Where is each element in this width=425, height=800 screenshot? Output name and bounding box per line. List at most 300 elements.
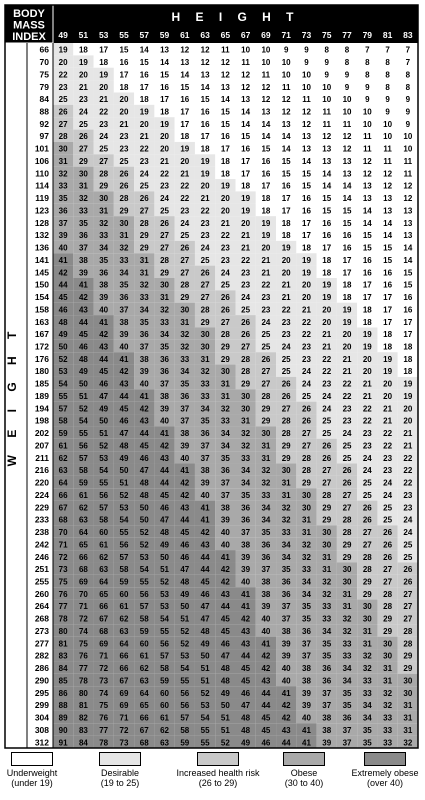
bmi-cell-value: 50 bbox=[78, 379, 88, 389]
bmi-cell-value: 63 bbox=[58, 466, 68, 476]
weight-tick-label: 106 bbox=[34, 155, 49, 166]
bmi-cell-value: 30 bbox=[241, 404, 251, 414]
bmi-cell-value: 10 bbox=[261, 58, 271, 68]
bmi-cell-value: 63 bbox=[78, 515, 88, 525]
bmi-cell-value: 21 bbox=[322, 330, 332, 340]
bmi-cell-value: 33 bbox=[302, 565, 311, 575]
bmi-cell-value: 40 bbox=[302, 713, 311, 723]
bmi-cell-value: 30 bbox=[342, 577, 352, 587]
bmi-cell-value: 49 bbox=[200, 639, 210, 649]
bmi-cell-value: 13 bbox=[160, 45, 169, 55]
bmi-cell-value: 23 bbox=[139, 156, 149, 166]
bmi-cell-value: 9 bbox=[344, 70, 350, 80]
bmi-cell-value: 11 bbox=[322, 119, 331, 129]
bmi-cell-value: 50 bbox=[139, 503, 149, 513]
bmi-cell-value: 12 bbox=[342, 132, 352, 142]
bmi-cell-value: 32 bbox=[261, 478, 271, 488]
bmi-cell-value: 28 bbox=[58, 132, 68, 142]
bmi-cell-value: 29 bbox=[342, 540, 352, 550]
bmi-cell-value: 55 bbox=[200, 738, 210, 748]
bmi-cell-value: 37 bbox=[200, 441, 210, 451]
bmi-cell-value: 35 bbox=[78, 218, 88, 228]
bmi-cell-value: 20 bbox=[383, 379, 393, 389]
bmi-cell-value: 9 bbox=[405, 107, 411, 117]
bmi-cell-value: 91 bbox=[58, 738, 68, 748]
bmi-cell-value: 30 bbox=[302, 490, 311, 500]
bmi-cell-value: 28 bbox=[200, 305, 210, 315]
bmi-cell-value: 38 bbox=[160, 391, 169, 401]
bmi-cell-value: 26 bbox=[119, 169, 129, 179]
bmi-cell-value: 33 bbox=[383, 713, 393, 723]
bmi-cell-value: 85 bbox=[58, 676, 68, 686]
bmi-cell-value: 22 bbox=[281, 305, 291, 315]
bmi-cell-value: 26 bbox=[342, 478, 352, 488]
bmi-cell-value: 19 bbox=[322, 293, 332, 303]
bmi-cell-value: 24 bbox=[362, 466, 372, 476]
bmi-cell-value: 16 bbox=[383, 268, 393, 278]
bmi-cell-value: 16 bbox=[403, 305, 413, 315]
legend-range: (over 40) bbox=[366, 778, 403, 788]
bmi-cell-value: 25 bbox=[281, 367, 291, 377]
bmi-cell-value: 17 bbox=[403, 317, 413, 327]
bmi-cell-value: 17 bbox=[180, 107, 190, 117]
bmi-cell-value: 76 bbox=[58, 589, 68, 599]
bmi-cell-value: 25 bbox=[383, 503, 393, 513]
bmi-cell-value: 50 bbox=[119, 466, 129, 476]
weight-tick-label: 88 bbox=[39, 106, 49, 117]
weight-tick-label: 220 bbox=[34, 477, 49, 488]
bmi-cell-value: 25 bbox=[403, 540, 413, 550]
bmi-cell-value: 40 bbox=[281, 664, 291, 674]
bmi-cell-value: 25 bbox=[302, 391, 311, 401]
bmi-cell-value: 36 bbox=[281, 589, 291, 599]
bmi-cell-value: 25 bbox=[99, 144, 109, 154]
bmi-cell-value: 62 bbox=[139, 664, 149, 674]
bmi-cell-value: 32 bbox=[99, 218, 109, 228]
bmi-cell-value: 31 bbox=[160, 293, 169, 303]
bmi-cell-value: 44 bbox=[200, 565, 210, 575]
bmi-cell-value: 10 bbox=[362, 119, 372, 129]
bmi-cell-value: 71 bbox=[119, 713, 129, 723]
bmi-cell-value: 13 bbox=[261, 107, 271, 117]
bmi-cell-value: 24 bbox=[281, 342, 291, 352]
bmi-cell-value: 14 bbox=[322, 181, 332, 191]
bmi-cell-value: 55 bbox=[119, 528, 129, 538]
bmi-cell-value: 11 bbox=[302, 95, 311, 105]
bmi-cell-value: 49 bbox=[58, 330, 68, 340]
bmi-cell-value: 28 bbox=[302, 453, 311, 463]
bmi-cell-value: 26 bbox=[200, 268, 210, 278]
bmi-cell-value: 28 bbox=[180, 280, 190, 290]
bmi-cell-value: 16 bbox=[383, 280, 393, 290]
bmi-cell-value: 57 bbox=[160, 651, 169, 661]
bmi-cell-value: 58 bbox=[78, 466, 88, 476]
bmi-cell-value: 43 bbox=[180, 503, 190, 513]
bmi-cell-value: 61 bbox=[78, 490, 88, 500]
bmi-cell-value: 66 bbox=[58, 490, 68, 500]
bmi-cell-value: 17 bbox=[119, 70, 129, 80]
bmi-cell-value: 59 bbox=[58, 429, 68, 439]
bmi-cell-value: 20 bbox=[119, 95, 129, 105]
bmi-cell-value: 26 bbox=[58, 107, 68, 117]
bmi-cell-value: 20 bbox=[362, 354, 372, 364]
bmi-cell-value: 24 bbox=[403, 515, 413, 525]
bmi-cell-value: 78 bbox=[58, 614, 68, 624]
bmi-cell-value: 32 bbox=[342, 626, 352, 636]
bmi-cell-value: 34 bbox=[261, 503, 271, 513]
bmi-cell-value: 27 bbox=[383, 577, 393, 587]
bmi-cell-value: 39 bbox=[241, 552, 251, 562]
bmi-cell-value: 20 bbox=[362, 367, 372, 377]
bmi-cell-value: 27 bbox=[261, 379, 271, 389]
bmi-cell-value: 12 bbox=[241, 82, 251, 92]
bmi-cell-value: 10 bbox=[302, 70, 311, 80]
bmi-cell-value: 11 bbox=[261, 70, 271, 80]
bmi-cell-value: 61 bbox=[160, 713, 169, 723]
bmi-cell-value: 77 bbox=[99, 725, 109, 735]
bmi-cell-value: 35 bbox=[58, 194, 68, 204]
bmi-cell-value: 72 bbox=[119, 725, 129, 735]
bmi-cell-value: 30 bbox=[281, 466, 291, 476]
bmi-cell-value: 10 bbox=[383, 132, 393, 142]
bmi-cell-value: 34 bbox=[220, 429, 230, 439]
bmi-cell-value: 39 bbox=[241, 565, 251, 575]
bmi-cell-value: 36 bbox=[220, 466, 230, 476]
bmi-cell-value: 29 bbox=[220, 342, 230, 352]
bmi-cell-value: 30 bbox=[403, 688, 413, 698]
bmi-cell-value: 8 bbox=[385, 82, 390, 92]
bmi-cell-value: 8 bbox=[365, 70, 370, 80]
bmi-cell-value: 19 bbox=[302, 255, 311, 265]
bmi-cell-value: 48 bbox=[58, 317, 68, 327]
bmi-cell-value: 39 bbox=[99, 293, 109, 303]
bmi-cell-value: 14 bbox=[362, 206, 372, 216]
bmi-cell-value: 15 bbox=[362, 231, 372, 241]
bmi-cell-value: 17 bbox=[99, 45, 109, 55]
bmi-cell-value: 49 bbox=[78, 367, 88, 377]
bmi-cell-value: 17 bbox=[362, 280, 372, 290]
bmi-cell-value: 24 bbox=[160, 194, 169, 204]
bmi-cell-value: 17 bbox=[342, 255, 352, 265]
bmi-cell-value: 20 bbox=[220, 206, 230, 216]
bmi-cell-value: 32 bbox=[220, 404, 230, 414]
bmi-cell-value: 15 bbox=[200, 95, 210, 105]
bmi-cell-value: 19 bbox=[362, 342, 372, 352]
bmi-cell-value: 28 bbox=[383, 602, 393, 612]
bmi-cell-value: 23 bbox=[281, 330, 291, 340]
bmi-cell-value: 12 bbox=[261, 82, 271, 92]
bmi-cell-value: 21 bbox=[342, 367, 352, 377]
bmi-cell-value: 38 bbox=[322, 713, 332, 723]
bmi-cell-value: 46 bbox=[200, 589, 210, 599]
bmi-cell-value: 14 bbox=[322, 169, 332, 179]
bmi-cell-value: 23 bbox=[302, 342, 311, 352]
bmi-cell-value: 13 bbox=[383, 194, 393, 204]
bmi-cell-value: 34 bbox=[241, 478, 251, 488]
bmi-cell-value: 38 bbox=[302, 676, 311, 686]
bmi-cell-value: 38 bbox=[241, 540, 251, 550]
bmi-cell-value: 13 bbox=[403, 206, 413, 216]
bmi-cell-value: 31 bbox=[342, 589, 352, 599]
bmi-cell-value: 42 bbox=[220, 577, 230, 587]
bmi-cell-value: 47 bbox=[241, 701, 251, 711]
bmi-cell-value: 12 bbox=[362, 169, 372, 179]
bmi-cell-value: 37 bbox=[302, 651, 311, 661]
bmi-cell-value: 47 bbox=[99, 391, 109, 401]
bmi-cell-value: 52 bbox=[139, 540, 149, 550]
bmi-cell-value: 84 bbox=[78, 738, 88, 748]
bmi-cell-value: 7 bbox=[365, 45, 370, 55]
bmi-cell-value: 26 bbox=[261, 354, 271, 364]
bmi-cell-value: 67 bbox=[119, 676, 129, 686]
bmi-cell-value: 18 bbox=[281, 218, 291, 228]
bmi-cell-value: 37 bbox=[139, 342, 149, 352]
bmi-cell-value: 31 bbox=[261, 453, 271, 463]
bmi-cell-value: 33 bbox=[383, 725, 393, 735]
bmi-cell-value: 28 bbox=[261, 391, 271, 401]
bmi-cell-value: 19 bbox=[160, 119, 169, 129]
bmi-cell-value: 20 bbox=[119, 107, 129, 117]
bmi-cell-value: 74 bbox=[78, 626, 88, 636]
bmi-cell-value: 60 bbox=[139, 639, 149, 649]
bmi-cell-value: 28 bbox=[403, 639, 413, 649]
bmi-cell-value: 16 bbox=[403, 293, 413, 303]
bmi-cell-value: 42 bbox=[180, 490, 190, 500]
bmi-cell-value: 31 bbox=[261, 441, 271, 451]
bmi-cell-value: 17 bbox=[261, 181, 271, 191]
bmi-cell-value: 55 bbox=[99, 478, 109, 488]
bmi-cell-value: 42 bbox=[281, 713, 291, 723]
bmi-cell-value: 19 bbox=[342, 305, 352, 315]
bmi-cell-value: 27 bbox=[362, 528, 372, 538]
bmi-cell-value: 59 bbox=[160, 676, 169, 686]
bmi-cell-value: 19 bbox=[383, 354, 393, 364]
bmi-cell-value: 54 bbox=[58, 379, 68, 389]
bmi-cell-value: 46 bbox=[180, 552, 190, 562]
bmi-cell-value: 21 bbox=[200, 194, 210, 204]
bmi-cell-value: 31 bbox=[322, 565, 332, 575]
bmi-cell-value: 19 bbox=[200, 169, 210, 179]
bmi-cell-value: 35 bbox=[160, 342, 169, 352]
bmi-cell-value: 33 bbox=[281, 528, 291, 538]
bmi-cell-value: 64 bbox=[78, 528, 88, 538]
bmi-cell-value: 50 bbox=[220, 701, 230, 711]
bmi-cell-value: 27 bbox=[403, 602, 413, 612]
bmi-cell-value: 33 bbox=[160, 317, 169, 327]
bmi-cell-value: 28 bbox=[362, 565, 372, 575]
bmi-cell-value: 63 bbox=[119, 626, 129, 636]
bmi-cell-value: 11 bbox=[221, 45, 230, 55]
bmi-cell-value: 47 bbox=[139, 466, 149, 476]
bmi-cell-value: 17 bbox=[160, 95, 169, 105]
bmi-cell-value: 17 bbox=[281, 194, 291, 204]
bmi-cell-value: 80 bbox=[78, 688, 88, 698]
bmi-cell-value: 69 bbox=[78, 577, 88, 587]
bmi-cell-value: 52 bbox=[78, 404, 88, 414]
bmi-cell-value: 26 bbox=[362, 515, 372, 525]
bmi-cell-value: 38 bbox=[281, 626, 291, 636]
bmi-cell-value: 17 bbox=[241, 156, 251, 166]
bmi-cell-value: 36 bbox=[322, 664, 332, 674]
bmi-cell-value: 35 bbox=[342, 688, 352, 698]
bmi-cell-value: 34 bbox=[342, 664, 352, 674]
bmi-cell-value: 17 bbox=[180, 119, 190, 129]
bmi-cell-value: 10 bbox=[322, 95, 332, 105]
legend-range: (19 to 25) bbox=[100, 778, 140, 788]
bmi-cell-value: 64 bbox=[139, 688, 149, 698]
bmi-cell-value: 44 bbox=[139, 429, 149, 439]
bmi-cell-value: 45 bbox=[261, 713, 271, 723]
bmi-cell-value: 48 bbox=[139, 478, 149, 488]
bmi-cell-value: 30 bbox=[99, 194, 109, 204]
bmi-cell-value: 29 bbox=[220, 354, 230, 364]
bmi-cell-value: 18 bbox=[362, 305, 372, 315]
bmi-cell-value: 36 bbox=[160, 354, 169, 364]
bmi-cell-value: 34 bbox=[200, 404, 210, 414]
weight-axis-title: W E I G H T bbox=[5, 324, 19, 467]
bmi-cell-value: 71 bbox=[78, 602, 88, 612]
bmi-cell-value: 44 bbox=[180, 515, 190, 525]
height-tick-label: 55 bbox=[119, 30, 129, 40]
bmi-cell-value: 18 bbox=[322, 255, 332, 265]
bmi-cell-value: 45 bbox=[99, 367, 109, 377]
bmi-cell-value: 18 bbox=[119, 82, 129, 92]
height-tick-label: 81 bbox=[382, 30, 393, 40]
bmi-cell-value: 53 bbox=[180, 651, 190, 661]
bmi-cell-value: 71 bbox=[99, 651, 109, 661]
bmi-cell-value: 49 bbox=[119, 453, 129, 463]
bmi-cell-value: 42 bbox=[78, 293, 88, 303]
legend-swatch-increased-risk bbox=[197, 752, 239, 766]
bmi-cell-value: 66 bbox=[119, 664, 129, 674]
bmi-cell-value: 14 bbox=[261, 132, 271, 142]
bmi-cell-value: 23 bbox=[261, 305, 271, 315]
bmi-cell-value: 66 bbox=[119, 651, 129, 661]
bmi-cell-value: 8 bbox=[405, 70, 411, 80]
bmi-cell-value: 10 bbox=[342, 107, 352, 117]
bmi-cell-value: 17 bbox=[342, 268, 352, 278]
bmi-cell-value: 14 bbox=[180, 70, 190, 80]
bmi-cell-value: 63 bbox=[139, 676, 149, 686]
bmi-cell-value: 10 bbox=[302, 82, 311, 92]
bmi-cell-value: 54 bbox=[139, 565, 149, 575]
bmi-cell-value: 33 bbox=[200, 391, 210, 401]
bmi-cell-value: 50 bbox=[99, 416, 109, 426]
bmi-cell-value: 26 bbox=[78, 132, 88, 142]
bmi-cell-value: 65 bbox=[99, 589, 109, 599]
bmi-cell-value: 21 bbox=[281, 293, 291, 303]
bmi-cell-value: 41 bbox=[281, 688, 291, 698]
bmi-cell-value: 19 bbox=[403, 391, 413, 401]
bmi-cell-value: 34 bbox=[322, 626, 332, 636]
bmi-cell-value: 24 bbox=[403, 528, 413, 538]
bmi-cell-value: 33 bbox=[342, 639, 352, 649]
height-tick-label: 59 bbox=[159, 30, 170, 40]
bmi-cell-value: 40 bbox=[58, 243, 68, 253]
bmi-cell-value: 23 bbox=[383, 453, 393, 463]
bmi-cell-value: 10 bbox=[383, 119, 393, 129]
bmi-cell-value: 14 bbox=[281, 132, 291, 142]
bmi-cell-value: 24 bbox=[302, 379, 311, 389]
bmi-cell-value: 11 bbox=[281, 82, 291, 92]
bmi-cell-value: 26 bbox=[220, 293, 230, 303]
bmi-cell-value: 13 bbox=[180, 58, 190, 68]
bmi-cell-value: 56 bbox=[160, 639, 169, 649]
bmi-cell-value: 26 bbox=[383, 552, 393, 562]
bmi-cell-value: 46 bbox=[160, 503, 169, 513]
bmi-cell-value: 12 bbox=[403, 194, 413, 204]
height-tick-label: 57 bbox=[139, 30, 149, 40]
bmi-cell-value: 45 bbox=[160, 490, 169, 500]
bmi-cell-value: 23 bbox=[403, 490, 413, 500]
bmi-cell-value: 29 bbox=[78, 156, 88, 166]
bmi-cell-value: 23 bbox=[200, 231, 210, 241]
weight-tick-label: 180 bbox=[34, 366, 49, 377]
bmi-cell-value: 59 bbox=[180, 738, 190, 748]
bmi-cell-value: 8 bbox=[385, 70, 390, 80]
bmi-cell-value: 32 bbox=[322, 589, 332, 599]
bmi-cell-value: 23 bbox=[99, 119, 109, 129]
bmi-cell-value: 9 bbox=[385, 107, 390, 117]
bmi-cell-value: 56 bbox=[99, 490, 109, 500]
bmi-cell-value: 33 bbox=[58, 181, 68, 191]
bmi-cell-value: 27 bbox=[383, 565, 393, 575]
bmi-cell-value: 20 bbox=[281, 255, 291, 265]
bmi-cell-value: 20 bbox=[58, 58, 68, 68]
bmi-cell-value: 40 bbox=[119, 342, 129, 352]
bmi-cell-value: 18 bbox=[383, 330, 393, 340]
bmi-cell-value: 10 bbox=[241, 45, 251, 55]
bmi-cell-value: 20 bbox=[403, 404, 413, 414]
bmi-cell-value: 21 bbox=[403, 429, 413, 439]
bmi-cell-value: 75 bbox=[78, 639, 88, 649]
bmi-cell-value: 23 bbox=[241, 280, 251, 290]
bmi-cell-value: 37 bbox=[281, 602, 291, 612]
bmi-cell-value: 41 bbox=[99, 317, 109, 327]
bmi-cell-value: 52 bbox=[200, 688, 210, 698]
bmi-cell-value: 39 bbox=[220, 515, 230, 525]
bmi-cell-value: 19 bbox=[220, 181, 230, 191]
bmi-cell-value: 9 bbox=[385, 95, 390, 105]
bmi-cell-value: 55 bbox=[58, 391, 68, 401]
bmi-cell-value: 13 bbox=[302, 144, 311, 154]
bmi-cell-value: 36 bbox=[241, 503, 251, 513]
bmi-cell-value: 18 bbox=[139, 95, 149, 105]
bmi-cell-value: 18 bbox=[383, 342, 393, 352]
bmi-cell-value: 24 bbox=[322, 391, 332, 401]
bmi-cell-value: 21 bbox=[78, 82, 88, 92]
weight-tick-label: 176 bbox=[34, 353, 49, 364]
weight-tick-label: 101 bbox=[34, 143, 49, 154]
bmi-cell-value: 17 bbox=[302, 231, 311, 241]
bmi-cell-value: 32 bbox=[261, 466, 271, 476]
bmi-cell-value: 11 bbox=[241, 58, 250, 68]
bmi-cell-value: 19 bbox=[78, 58, 88, 68]
bmi-cell-value: 48 bbox=[220, 676, 230, 686]
weight-tick-label: 189 bbox=[34, 390, 49, 401]
bmi-cell-value: 39 bbox=[302, 701, 311, 711]
bmi-cell-value: 44 bbox=[241, 651, 251, 661]
legend-label: Desirable bbox=[100, 768, 140, 778]
bmi-cell-value: 42 bbox=[220, 565, 230, 575]
bmi-cell-value: 30 bbox=[322, 528, 332, 538]
bmi-cell-value: 9 bbox=[405, 119, 411, 129]
bmi-cell-value: 15 bbox=[342, 206, 352, 216]
bmi-cell-value: 17 bbox=[362, 293, 372, 303]
weight-tick-label: 255 bbox=[34, 576, 49, 587]
bmi-cell-value: 16 bbox=[200, 107, 210, 117]
bmi-cell-value: 27 bbox=[322, 478, 332, 488]
